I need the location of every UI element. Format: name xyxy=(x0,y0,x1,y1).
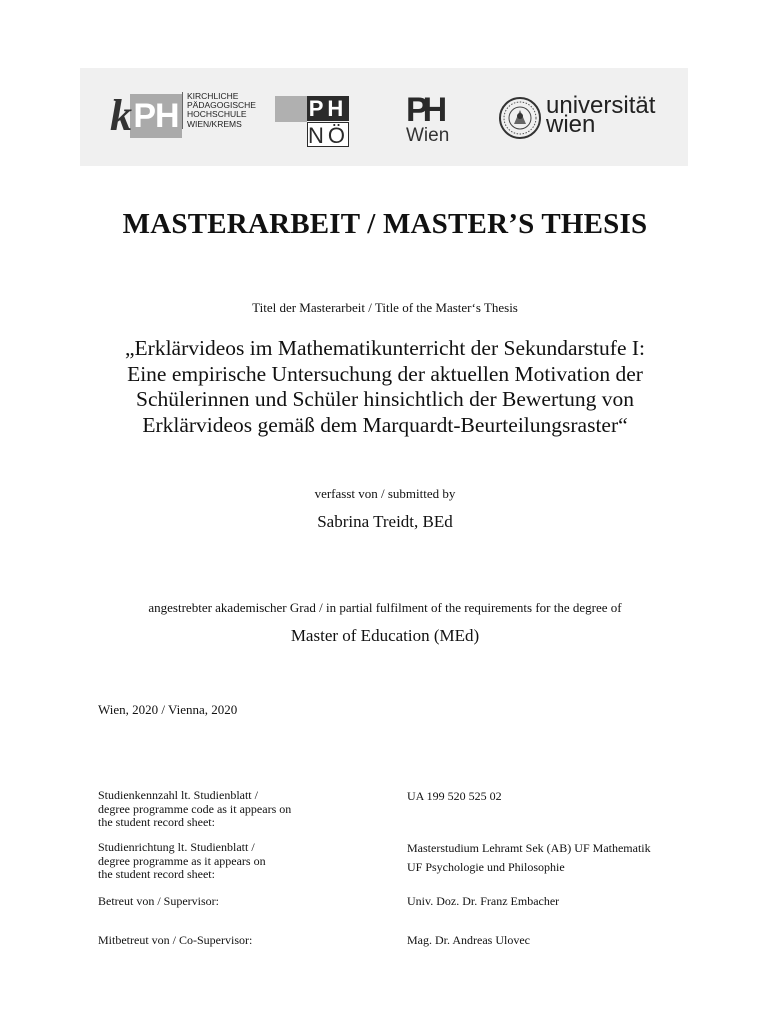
kph-line: HOCHSCHULE xyxy=(187,109,247,120)
kph-line: PÄDAGOGISCHE xyxy=(187,100,256,111)
uni-wien-line2: wien xyxy=(546,111,596,138)
thesis-title xyxy=(0,336,770,438)
programme-label xyxy=(98,841,358,882)
supervisor-value xyxy=(407,892,727,911)
submitted-by-label: verfasst von / submitted by xyxy=(314,486,456,501)
degree-name: Master of Education (MEd) xyxy=(290,626,480,645)
kph-name-lines xyxy=(182,92,277,129)
thesis-title-label: Titel der Masterarbeit / Title of the Master‘s Thesis xyxy=(252,300,518,315)
programme-code-label xyxy=(98,789,358,830)
uni-wien-name xyxy=(546,92,656,138)
value-line: Masterstudium Lehramt Sek (AB) UF Mathematik xyxy=(407,841,651,855)
co-supervisor-label xyxy=(98,934,358,948)
thesis-title-line: Erklärvideos gemäß dem Marquardt-Beurteilungsraster“ xyxy=(142,412,628,437)
ph-noe-grey-block xyxy=(275,96,307,122)
kph-line: WIEN/KREMS xyxy=(187,118,242,129)
label-line: degree programme code as it appears on xyxy=(98,801,292,816)
degree-label: angestrebter akademischer Grad / in partial fulfilment of the requirements for the degree of xyxy=(148,600,622,615)
label-line: the student record sheet: xyxy=(98,867,215,881)
value-line: UF Psychologie und Philosophie xyxy=(407,860,565,874)
value-line: Mag. Dr. Andreas Ulovec xyxy=(407,933,530,947)
kph-ph-box: PH xyxy=(130,94,182,138)
label-line: the student record sheet: xyxy=(98,815,215,829)
ph-noe-bottom: NÖ xyxy=(308,123,349,148)
author-name: Sabrina Treidt, BEd xyxy=(317,512,453,531)
value-line: UA 199 520 525 02 xyxy=(407,789,502,803)
ph-wien-logo xyxy=(404,91,466,149)
ph-noe-top: PH xyxy=(308,96,348,121)
kph-line: KIRCHLICHE xyxy=(187,91,239,101)
uni-wien-line1: universität xyxy=(546,92,656,119)
thesis-title-line: Schülerinnen und Schüler hinsichtlich der Bewertung von xyxy=(136,387,634,411)
kph-logo xyxy=(110,90,270,145)
programme-code-value xyxy=(407,787,727,806)
co-supervisor-value xyxy=(407,931,727,950)
value-line: Univ. Doz. Dr. Franz Embacher xyxy=(407,894,560,908)
ph-wien-city: Wien xyxy=(406,125,450,146)
supervisor-label xyxy=(98,895,358,909)
programme-value xyxy=(407,839,727,877)
thesis-title-line: „Erklärvideos im Mathematikunterricht der Sekundarstufe I: xyxy=(124,336,645,360)
label-line: Mitbetreut von / Co-Supervisor: xyxy=(98,933,253,947)
kph-k-letter: k xyxy=(110,91,132,140)
label-line: Betreut von / Supervisor: xyxy=(98,894,219,908)
document-title: MASTERARBEIT / MASTER’S THESIS xyxy=(122,208,648,240)
thesis-title-line: Eine empirische Untersuchung der aktuellen Motivation der xyxy=(127,361,643,386)
ph-noe-logo xyxy=(275,92,375,146)
uni-wien-logo xyxy=(498,92,668,142)
uni-wien-seal-icon xyxy=(498,96,542,140)
ph-wien-mark: PH xyxy=(406,91,442,129)
place-and-date: Wien, 2020 / Vienna, 2020 xyxy=(98,702,238,717)
label-line: Studienkennzahl lt. Studienblatt / xyxy=(98,788,258,802)
label-line: Studienrichtung lt. Studienblatt / xyxy=(98,840,255,854)
label-line: degree programme as it appears on xyxy=(98,853,266,868)
